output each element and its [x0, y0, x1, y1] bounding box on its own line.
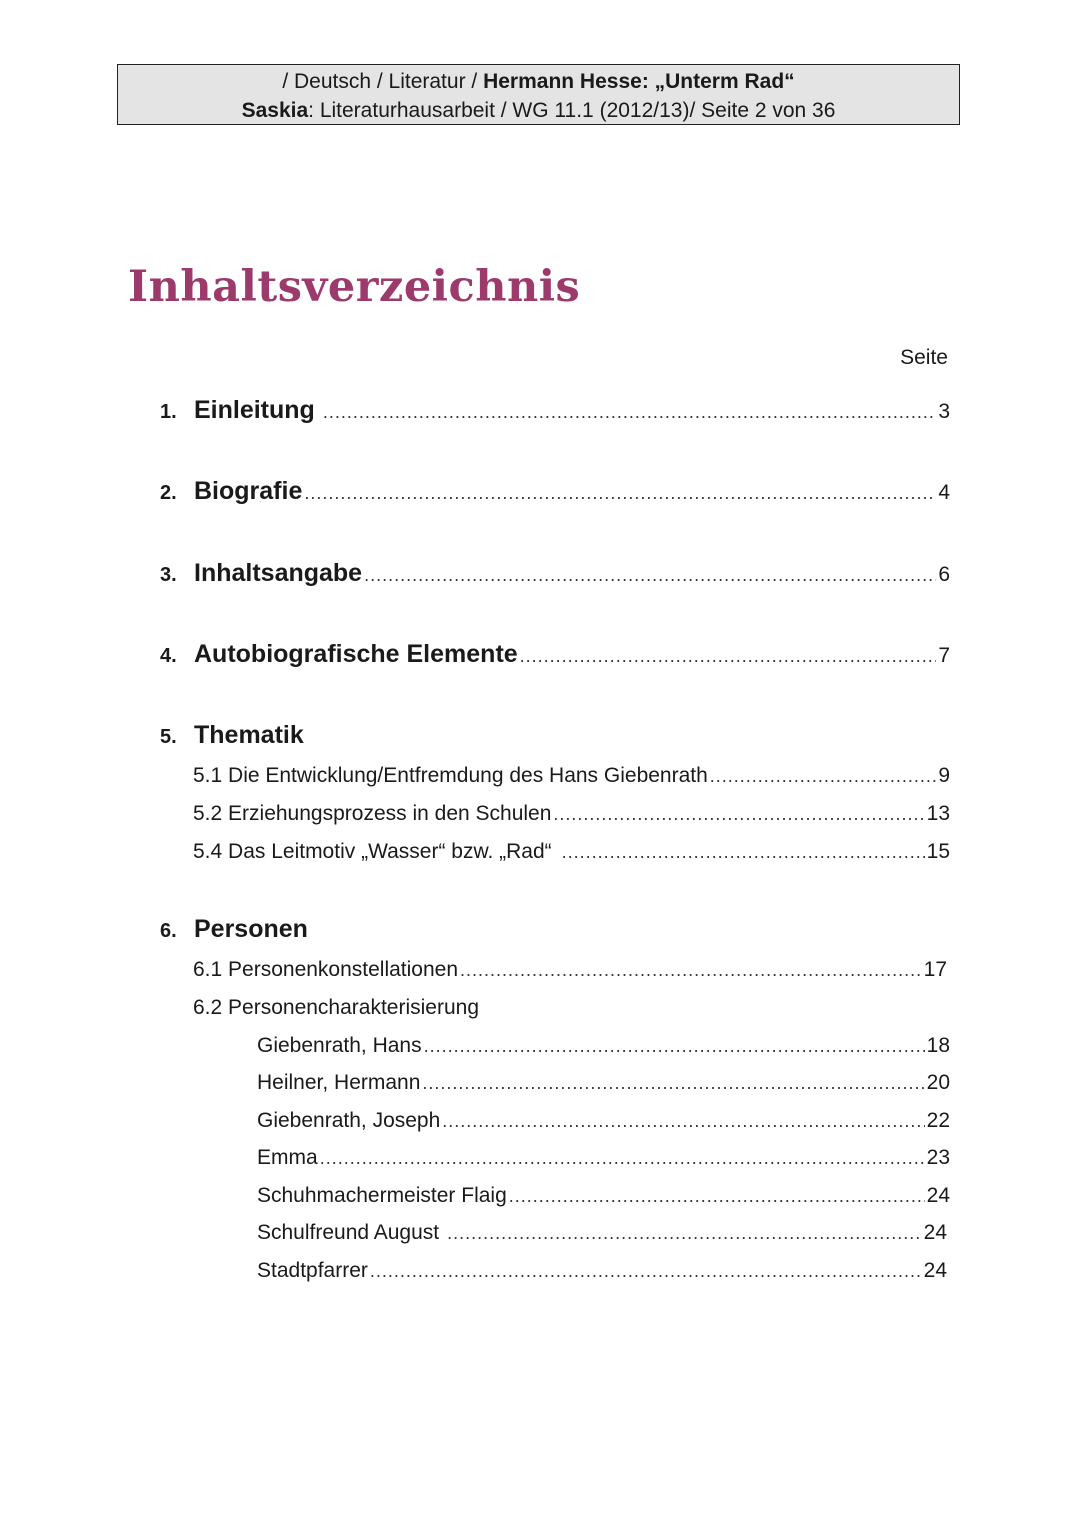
dot-leader — [447, 1223, 922, 1244]
toc-entry-5-1[interactable]: 5.1 Die Entwicklung/Entfremdung des Hans Giebenrath ..... 9 — [193, 764, 950, 788]
dot-leader — [442, 1111, 924, 1132]
dot-leader — [364, 565, 936, 586]
toc-entry-5-4[interactable]: 5.4 Das Leitmotiv „Wasser“ bzw. „Rad“ ..... 15 — [193, 840, 950, 864]
toc-entry-6-2[interactable]: 6.2 Personencharakterisierung — [193, 996, 480, 1019]
dot-leader — [460, 960, 922, 981]
toc-entry-6-1[interactable]: 6.1 Personenkonstellationen ..... 17 — [193, 958, 947, 982]
toc-entry-5-2[interactable]: 5.2 Erziehungsprozess in den Schulen ..... 13 — [193, 802, 950, 826]
dot-leader — [320, 1148, 925, 1169]
dot-leader — [553, 804, 924, 825]
toc-entry-biografie[interactable]: 2. Biografie ..... 4 — [160, 477, 950, 506]
dot-leader — [370, 1261, 922, 1282]
toc-entry-autobiografische-elemente[interactable]: 4. Autobiografische Elemente ..... 7 — [160, 640, 950, 669]
toc-entry-character[interactable]: Giebenrath, Hans ..... 18 — [257, 1034, 950, 1058]
toc-entry-character[interactable]: Heilner, Hermann ..... 20 — [257, 1071, 950, 1095]
dot-leader — [520, 646, 937, 667]
dot-leader — [304, 483, 936, 504]
page-title: Inhaltsverzeichnis — [128, 262, 581, 312]
dot-leader — [710, 766, 937, 787]
toc-entry-character[interactable]: Stadtpfarrer ..... 24 — [257, 1259, 947, 1283]
toc-entry-character[interactable]: Schulfreund August ..... 24 — [257, 1221, 947, 1245]
toc-entry-inhaltsangabe[interactable]: 3. Inhaltsangabe ..... 6 — [160, 559, 950, 588]
page-column-label: Seite — [900, 346, 948, 369]
header-line-2: Saskia: Literaturhausarbeit / WG 11.1 (2012/13)/ Seite 2 von 36 — [241, 99, 836, 122]
toc-section-thematik[interactable]: 5. Thematik — [160, 721, 304, 749]
toc-section-personen[interactable]: 6. Personen — [160, 915, 308, 943]
dot-leader — [424, 1036, 925, 1057]
toc-entry-einleitung[interactable]: 1. Einleitung ..... 3 — [160, 396, 950, 425]
header-line-1: / Deutsch / Literatur / Hermann Hesse: „Unterm Rad“ — [282, 70, 795, 93]
dot-leader — [509, 1186, 925, 1207]
document-header — [117, 64, 960, 125]
dot-leader — [422, 1073, 924, 1094]
toc-entry-character[interactable]: Schuhmachermeister Flaig ..... 24 — [257, 1184, 950, 1208]
toc-entry-character[interactable]: Giebenrath, Joseph ..... 22 — [257, 1109, 950, 1133]
dot-leader — [323, 402, 936, 423]
dot-leader — [562, 842, 925, 863]
toc-entry-character[interactable]: Emma ..... 23 — [257, 1146, 950, 1170]
